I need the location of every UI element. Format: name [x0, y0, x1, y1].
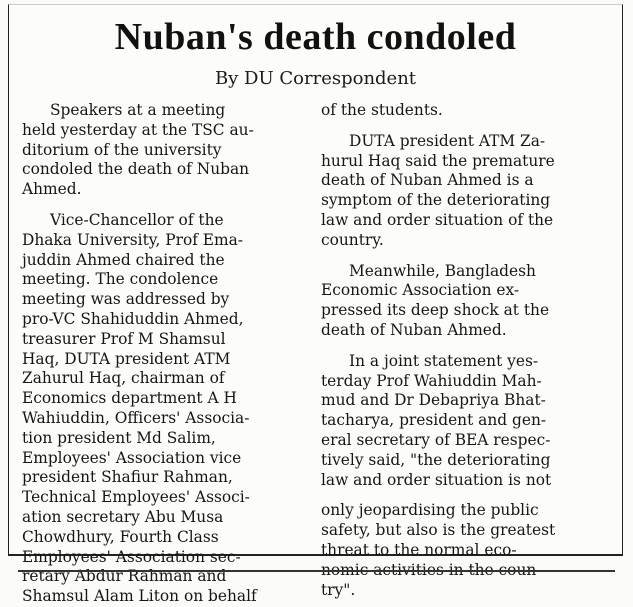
article-line: Employees' Association sec-	[22, 547, 241, 566]
page-rule	[18, 570, 615, 572]
headline: Nuban's death condoled	[114, 16, 517, 58]
article-line: pro-VC Shahiduddin Ahmed,	[22, 309, 244, 328]
article-line: Economics department A H	[22, 389, 237, 408]
article-paragraph	[321, 352, 599, 491]
article-line: condoled the death of Nuban	[22, 160, 250, 179]
paragraph-gap	[321, 121, 599, 132]
article-line: death of Nuban Ahmed is a	[321, 171, 534, 190]
article-line: terday Prof Wahiuddin Mah-	[321, 371, 542, 390]
article-line: ditorium of the university	[22, 140, 222, 159]
article-line: law and order situation of the	[321, 210, 554, 229]
article-line: hurul Haq said the premature	[321, 151, 555, 170]
article-line: In a joint statement yes-	[349, 351, 539, 370]
article-paragraph	[321, 262, 599, 341]
paragraph-gap	[321, 490, 599, 501]
article-line: tion president Md Salim,	[22, 428, 216, 447]
article-paragraph	[22, 211, 300, 607]
article-paragraph	[321, 132, 599, 251]
article-line: symptom of the deteriorating	[321, 191, 551, 210]
byline: By DU Correspondent	[214, 68, 417, 89]
article-line: juddin Ahmed chaired the	[22, 250, 225, 269]
article-line: Shamsul Alam Liton on behalf	[22, 587, 257, 606]
article-line: president Shafiur Rahman,	[22, 468, 233, 487]
article-line: mud and Dr Debapriya Bhat-	[321, 391, 546, 410]
article-line: ation secretary Abu Musa	[22, 507, 224, 526]
article-line: safety, but also is the greatest	[321, 521, 556, 540]
article-line: of the students.	[321, 101, 443, 119]
article-line: tacharya, president and gen-	[321, 411, 547, 430]
article-line: nomic activities in the coun-	[321, 560, 542, 579]
article-line: Vice-Chancellor of the	[50, 210, 224, 229]
article-paragraph	[22, 101, 300, 200]
article-line: Speakers at a meeting	[50, 101, 226, 119]
article-line: threat to the normal eco-	[321, 540, 517, 559]
article-line: Economic Association ex-	[321, 281, 520, 300]
article-line: Technical Employees' Associ-	[22, 488, 250, 507]
newspaper-clipping	[8, 4, 623, 606]
article-line: Haq, DUTA president ATM	[22, 349, 231, 368]
article-line: Employees' Association vice	[22, 448, 242, 467]
paragraph-gap	[321, 251, 599, 262]
article-line: Wahiuddin, Officers' Associa-	[22, 408, 250, 427]
article-line: try".	[321, 580, 356, 599]
paragraph-gap	[22, 200, 300, 211]
article-line: Chowdhury, Fourth Class	[22, 527, 219, 546]
article-line: eral secretary of BEA respec-	[321, 430, 551, 449]
article-line: DUTA president ATM Za-	[349, 131, 546, 150]
article-line: held yesterday at the TSC au-	[22, 120, 254, 139]
article-line: death of Nuban Ahmed.	[321, 320, 507, 339]
article-line: Ahmed.	[22, 180, 82, 199]
article-line: Meanwhile, Bangladesh	[349, 261, 536, 280]
article-line: meeting was addressed by	[22, 290, 230, 309]
article-line: country.	[321, 230, 384, 249]
article-line: meeting. The condolence	[22, 270, 219, 289]
article-line: pressed its deep shock at the	[321, 301, 550, 320]
article-line: Dhaka University, Prof Ema-	[22, 230, 243, 249]
article-column-1	[22, 101, 300, 607]
article-line: only jeopardising the public	[321, 501, 539, 520]
article-line: tively said, "the deteriorating	[321, 450, 551, 469]
article-line: Zahurul Haq, chairman of	[22, 369, 225, 388]
article-paragraph	[321, 501, 599, 600]
article-column-2	[321, 101, 599, 600]
article-line: retary Abdur Rahman and	[22, 567, 227, 586]
paragraph-gap	[321, 341, 599, 352]
article-line: treasurer Prof M Shamsul	[22, 329, 226, 348]
article-paragraph	[321, 101, 599, 121]
article-line: law and order situation is not	[321, 470, 552, 489]
